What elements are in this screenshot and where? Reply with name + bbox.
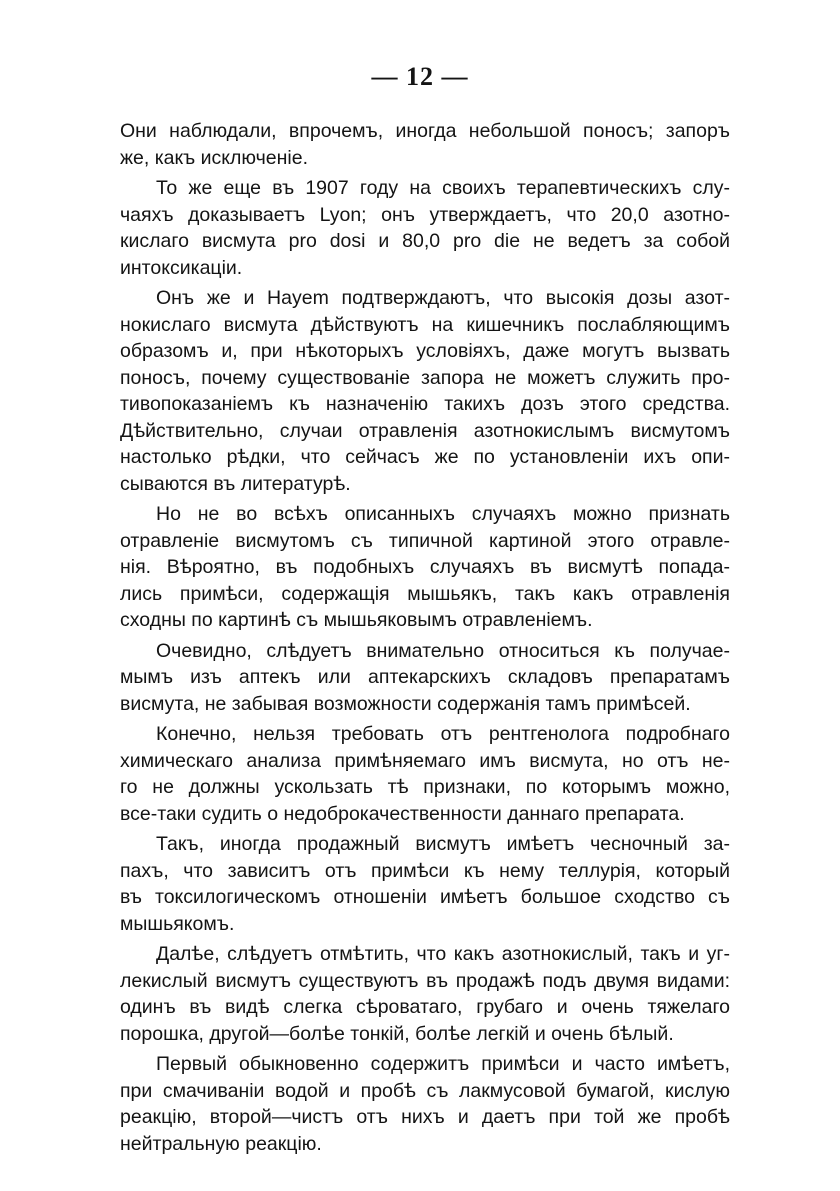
page-number: — 12 — [371,62,469,91]
paragraph [120,501,730,634]
text-line: отравленiе висмутомъ съ типичной картиной этого отравле- [120,529,730,552]
text-line: настолько рѣдки, что сейчасъ же по установленiи ихъ опи- [120,446,730,468]
text-line: нiя. Вѣроятно, въ подобныхъ случаяхъ въ висмутѣ попада- [120,556,730,578]
text-line: же, какъ исключенiе. [120,146,309,169]
text-line: поносъ, почему существованiе запора не можетъ служить про- [120,366,730,389]
body-text [120,118,730,1161]
paragraph [120,118,730,171]
text-line: одинъ въ видѣ слегка сѣроватаго, грубаго и очень тяжелаго [120,996,730,1018]
text-line: Первый обыкновенно содержитъ примѣси и часто имѣетъ, [156,1053,730,1075]
paragraph [120,175,730,281]
text-line: лись примѣси, содержащiя мышьякъ, такъ какъ отравленiя [120,582,730,605]
text-line: Далѣе, слѣдуетъ отмѣтить, что какъ азотнокислый, такъ и уг- [156,943,730,965]
text-line: Но не во всѣхъ описанныхъ случаяхъ можно признать [156,503,730,525]
paragraph [120,721,730,827]
text-line: Дѣйствительно, случаи отравленiя азотнокислымъ висмутомъ [120,419,730,442]
text-line: Очевидно, слѣдуетъ внимательно относиться къ получае- [156,639,730,662]
text-line: пахъ, что зависитъ отъ примѣси къ нему теллурiя, который [120,859,730,882]
paragraph [120,831,730,937]
text-line: нейтральную реакцiю. [120,1132,322,1155]
text-line: лекислый висмутъ существуютъ въ продажѣ подъ двумя видами: [120,969,730,992]
paragraph [120,1051,730,1157]
text-line: химическаго анализа примѣняемаго имъ висмута, но отъ не- [120,749,730,772]
text-line: сываются въ литературѣ. [120,472,351,495]
text-line: тивопоказанiемъ къ назначенiю такихъ дозъ этого средства. [120,393,730,415]
paragraph [120,941,730,1047]
text-line: висмута, не забывая возможности содержанiя тамъ примѣсей. [120,692,691,715]
text-line: порошка, другой—болѣе тонкiй, болѣе легкiй и очень бѣлый. [120,1022,674,1045]
text-line: въ токсилогическомъ отношенiи имѣетъ большое сходство съ [120,886,730,908]
text-line: реакцiю, второй—чистъ отъ нихъ и даетъ при той же пробѣ [120,1106,730,1128]
paragraph [120,638,730,718]
text-line: мымъ изъ аптекъ или аптекарскихъ складовъ препаратамъ [120,666,730,688]
text-line: все-таки судить о недоброкачественности даннаго препарата. [120,802,685,825]
text-line: мышьякомъ. [120,912,235,935]
text-line: при смачиванiи водой и пробѣ съ лакмусовой бумагой, кислую [120,1079,730,1102]
text-line: нокислаго висмута дѣйствуютъ на кишечникъ послабляющимъ [120,313,730,336]
text-line: Конечно, нельзя требовать отъ рентгенолога подробнаго [156,723,730,745]
text-line: го не должны ускользать тѣ признаки, по которымъ можно, [120,776,730,798]
text-line: образомъ и, при нѣкоторыхъ условiяхъ, даже могутъ вызвать [120,340,730,362]
text-line: То же еще въ 1907 году на своихъ терапевтическихъ слу- [156,177,730,199]
paragraph [120,285,730,497]
text-line: интоксикацiи. [120,256,243,279]
text-line: Такъ, иногда продажный висмутъ имѣетъ чесночный за- [156,833,730,855]
text-line: Они наблюдали, впрочемъ, иногда небольшой поносъ; запоръ [120,120,730,142]
text-line: чаяхъ доказываетъ Lyon; онъ утверждаетъ, что 20,0 азотно- [120,203,730,226]
text-line: сходны по картинѣ съ мышьяковымъ отравленiемъ. [120,609,593,631]
text-line: Онъ же и Hayem подтверждаютъ, что высокiя дозы азот- [156,287,730,309]
text-line: кислаго висмута pro dosi и 80,0 pro die не ведетъ за собой [120,230,730,252]
